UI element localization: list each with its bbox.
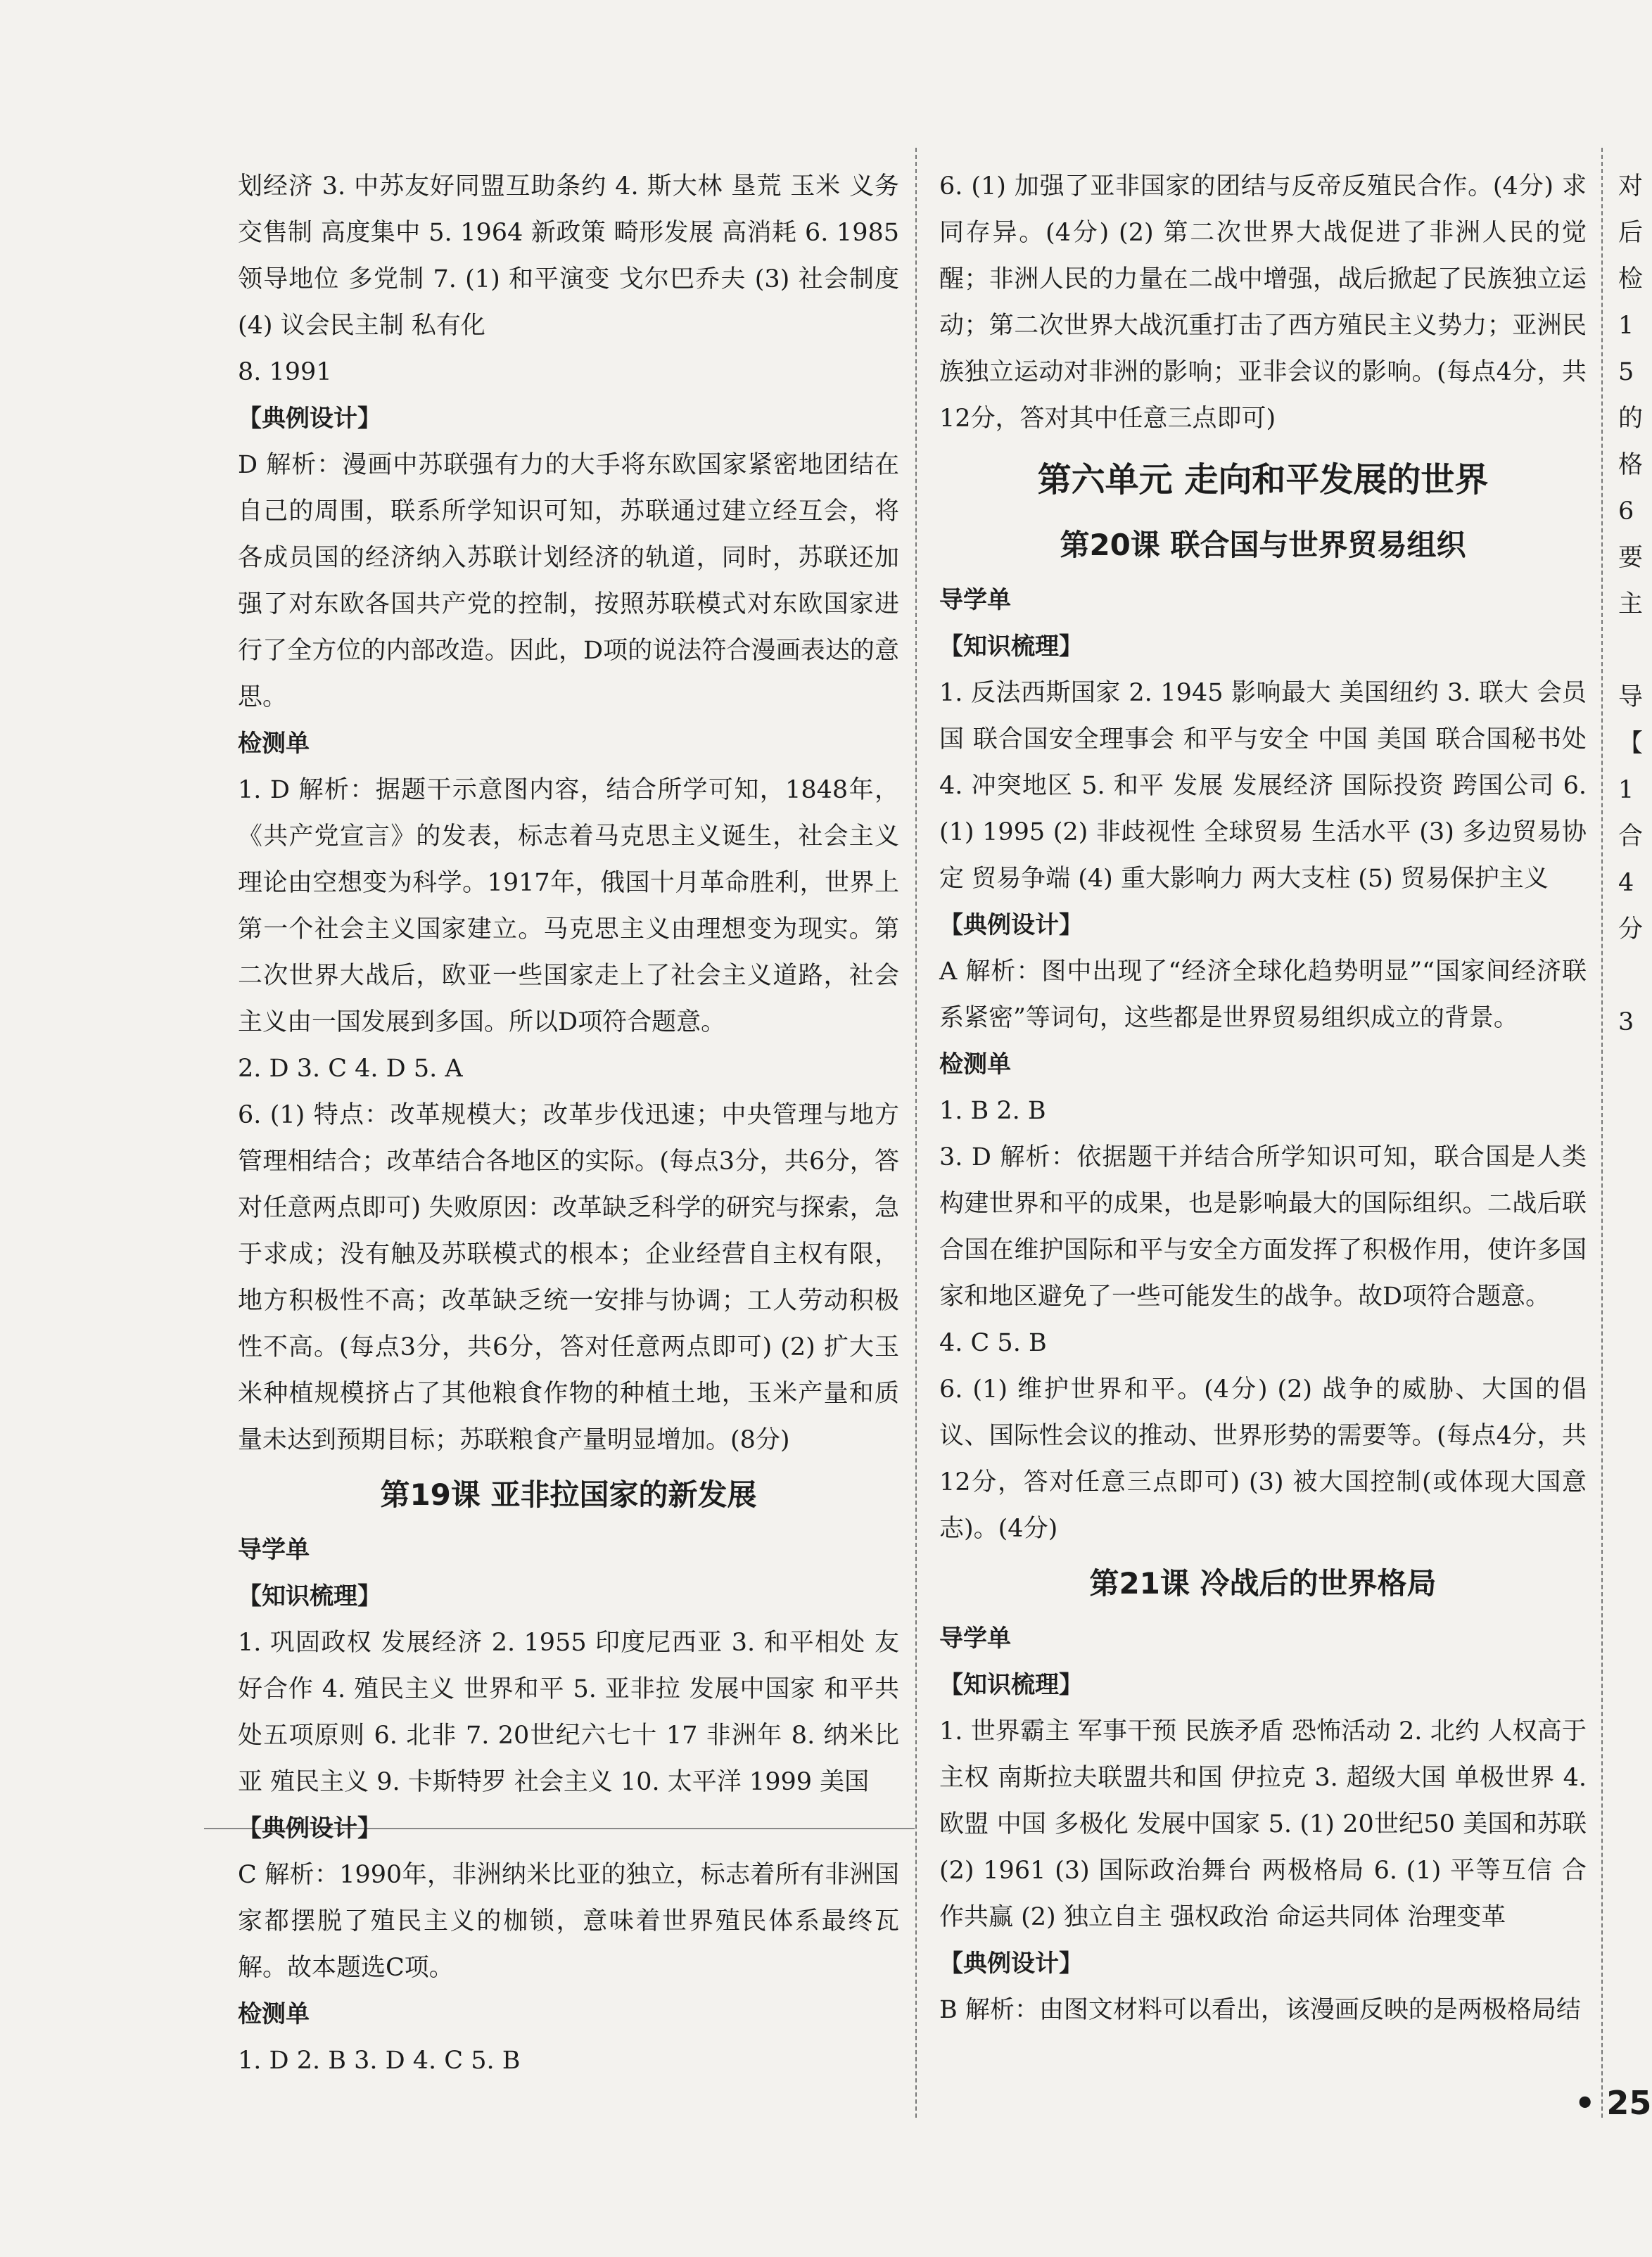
right-edge-char: 后 xyxy=(1618,219,1644,247)
prev-knowledge-tail: 8. 1991 xyxy=(238,358,332,386)
lesson-20-title: 第20课 联合国与世界贸易组织 xyxy=(1060,528,1466,562)
right-edge-char: 1 xyxy=(1618,312,1634,340)
lesson-21-guide-heading: 导学单 xyxy=(939,1625,1011,1653)
knowledge-heading: 【知识梳理】 xyxy=(238,1582,381,1610)
right-edge-char xyxy=(1618,1138,1652,1185)
lesson-20-example: A 解析：图中出现了“经济全球化趋势明显”“国家间经济联系紧密”等词句，这些都是世界贸易组织成立的背景。 xyxy=(939,958,1587,1032)
right-edge-char: 1 xyxy=(1618,776,1634,804)
test-heading: 检测单 xyxy=(238,730,310,758)
guide-heading: 导学单 xyxy=(238,1536,310,1564)
lesson-19-test-heading: 检测单 xyxy=(238,2000,310,2028)
right-edge-char: 主 xyxy=(1618,590,1644,618)
right-edge-char: 检 xyxy=(1618,265,1644,293)
right-edge-char xyxy=(1618,953,1652,999)
right-edge-char xyxy=(1618,1092,1652,1138)
guide-heading: 导学单 xyxy=(939,586,1011,614)
lesson-21-example: B 解析：由图文材料可以看出，该漫画反映的是两极格局结 xyxy=(939,1996,1581,2024)
right-edge-char: 3 xyxy=(1618,1008,1634,1036)
prev-knowledge-text: 划经济 3. 中苏友好同盟互助条约 4. 斯大林 垦荒 玉米 义务交售制 高度集中 5. 1964 新政策 畸形发展 高消耗 6. 1985 领导地位 多党制 7. (1) 和平演变 戈尔巴乔夫 (3) 社会制度 (4) 议会民主制 私有化 xyxy=(238,172,899,340)
right-edge-char: 的 xyxy=(1618,405,1644,433)
example-text: D 解析：漫画中苏联强有力的大手将东欧国家紧密地团结在自己的周围，联系所学知识可知，苏联通过建立经互会，将各成员国的经济纳入苏联计划经济的轨道，同时，苏联还加强了对东欧各国共产党的控制，按照苏联模式对东欧国家进行了全方位的内部改造。因此，D项的说法符合漫画表达的意思。 xyxy=(238,451,899,711)
lesson-20-test-q6: 6. (1) 维护世界和平。(4分) (2) 战争的威胁、大国的倡议、国际性会议的推动、世界形势的需要等。(每点4分，共12分，答对任意三点即可) (3) 被大国控制(或体现大国意志)。(4分) xyxy=(939,1375,1587,1543)
lesson-21-knowledge: 1. 世界霸主 军事干预 民族矛盾 恐怖活动 2. 北约 人权高于主权 南斯拉夫联盟共和国 伊拉克 3. 超级大国 单极世界 4. 欧盟 中国 多极化 发展中国家 5. (1) 20世纪50 美国和苏联 (2) 1961 (3) 国际政治舞台 两极格局 6. (1) 平等互信 合作共赢 (2) 独立自主 强权政治 命运共同体 治理变革 xyxy=(939,1717,1587,1931)
lesson-20-test-q1-2: 1. B 2. B xyxy=(939,1097,1046,1125)
lesson-20-test-q3: 3. D 解析：依据题干并结合所学知识可知，联合国是人类构建世界和平的成果，也是影响最大的国际组织。二战后联合国在维护国际和平与安全方面发挥了积极作用，使许多国家和地区避免了一些可能发生的战争。故D项符合题意。 xyxy=(939,1143,1587,1311)
lesson-19-example: C 解析：1990年，非洲纳米比亚的独立，标志着所有非洲国家都摆脱了殖民主义的枷锁，意味着世界殖民体系最终瓦解。故本题选C项。 xyxy=(238,1861,899,1982)
lesson-19-example-heading: 【典例设计】 xyxy=(238,1814,381,1843)
right-edge-char: 对 xyxy=(1618,172,1644,201)
right-edge-char: 导 xyxy=(1618,683,1644,711)
right-edge-char: 合 xyxy=(1618,822,1644,851)
lesson-20-knowledge: 1. 反法西斯国家 2. 1945 影响最大 美国纽约 3. 联大 会员国 联合国安全理事会 和平与安全 中国 美国 联合国秘书处 4. 冲突地区 5. 和平 发展 发展经济 国际投资 跨国公司 6. (1) 1995 (2) 非歧视性 全球贸易 生活水平 (3) 多边贸易协定 贸易争端 (4) 重大影响力 两大支柱 (5) 贸易保护主义 xyxy=(939,679,1587,893)
lesson-21-title: 第21课 冷战后的世界格局 xyxy=(1089,1566,1437,1601)
example-heading: 【典例设计】 xyxy=(939,911,1083,939)
right-edge-char: 分 xyxy=(1618,915,1644,943)
right-edge-char xyxy=(1618,628,1652,674)
knowledge-heading: 【知识梳理】 xyxy=(939,632,1083,661)
middle-column xyxy=(939,163,1587,2033)
right-edge-char xyxy=(1618,1045,1652,1092)
test-heading: 检测单 xyxy=(939,1050,1011,1079)
test-q2-5: 2. D 3. C 4. D 5. A xyxy=(238,1055,463,1083)
lesson-21-knowledge-heading: 【知识梳理】 xyxy=(939,1671,1083,1699)
right-edge-char: 5 xyxy=(1618,358,1634,386)
lesson-19-test: 1. D 2. B 3. D 4. C 5. B xyxy=(238,2047,521,2075)
lesson-21-example-heading: 【典例设计】 xyxy=(939,1950,1083,1978)
lesson-19-q6: 6. (1) 加强了亚非国家的团结与反帝反殖民合作。(4分) 求同存异。(4分) (2) 第二次世界大战促进了非洲人民的觉醒；非洲人民的力量在二战中增强，战后掀起了民族独立运动；第二次世界大战沉重打击了西方殖民主义势力；亚洲民族独立运动对非洲的影响；亚非会议的影响。(每点4分，共12分，答对其中任意三点即可) xyxy=(939,172,1587,433)
right-edge-char: 6 xyxy=(1618,497,1634,526)
lesson-20-test-q4-5: 4. C 5. B xyxy=(939,1329,1047,1357)
right-edge-char: 4 xyxy=(1618,869,1634,897)
right-edge-char: 格 xyxy=(1618,451,1644,479)
test-q6: 6. (1) 特点：改革规模大；改革步伐迅速；中央管理与地方管理相结合；改革结合各地区的实际。(每点3分，共6分，答对任意两点即可) 失败原因：改革缺乏科学的研究与探索，急于求成；没有触及苏联模式的根本；企业经营自主权有限，地方积极性不高；改革缺乏统一安排与协调；工人劳动积极性不高。(每点3分，共6分，答对任意两点即可) (2) 扩大玉米种植规模挤占了其他粮食作物的种植土地，玉米产量和质量未达到预期目标；苏联粮食产量明显增加。(8分) xyxy=(238,1101,899,1454)
unit-title: 第六单元 走向和平发展的世界 xyxy=(1037,460,1489,500)
right-column-fragment xyxy=(1618,163,1652,1231)
column-divider-left xyxy=(915,148,917,2118)
lesson-19-title: 第19课 亚非拉国家的新发展 xyxy=(380,1477,757,1512)
page-number: • 25 xyxy=(1575,2084,1652,2122)
left-column xyxy=(238,163,899,2084)
test-q1: 1. D 解析：据题干示意图内容，结合所学可知，1848年，《共产党宣言》的发表，标志着马克思主义诞生，社会主义理论由空想变为科学。1917年，俄国十月革命胜利，世界上第一个社会主义国家建立。马克思主义由理想变为现实。第二次世界大战后，欧亚一些国家走上了社会主义道路，社会主义由一国发展到多国。所以D项符合题意。 xyxy=(238,776,899,1036)
right-edge-char: 【 xyxy=(1618,730,1644,758)
right-edge-char xyxy=(1618,1185,1652,1231)
lesson-19-knowledge: 1. 巩固政权 发展经济 2. 1955 印度尼西亚 3. 和平相处 友好合作 4. 殖民主义 世界和平 5. 亚非拉 发展中国家 和平共处五项原则 6. 北非 7. 20世纪六七十 17 非洲年 8. 纳米比亚 殖民主义 9. 卡斯特罗 社会主义 10. 太平洋 1999 美国 xyxy=(238,1629,899,1796)
column-divider-right xyxy=(1601,148,1603,2118)
example-heading: 【典例设计】 xyxy=(238,405,381,433)
right-edge-char: 要 xyxy=(1618,544,1644,572)
